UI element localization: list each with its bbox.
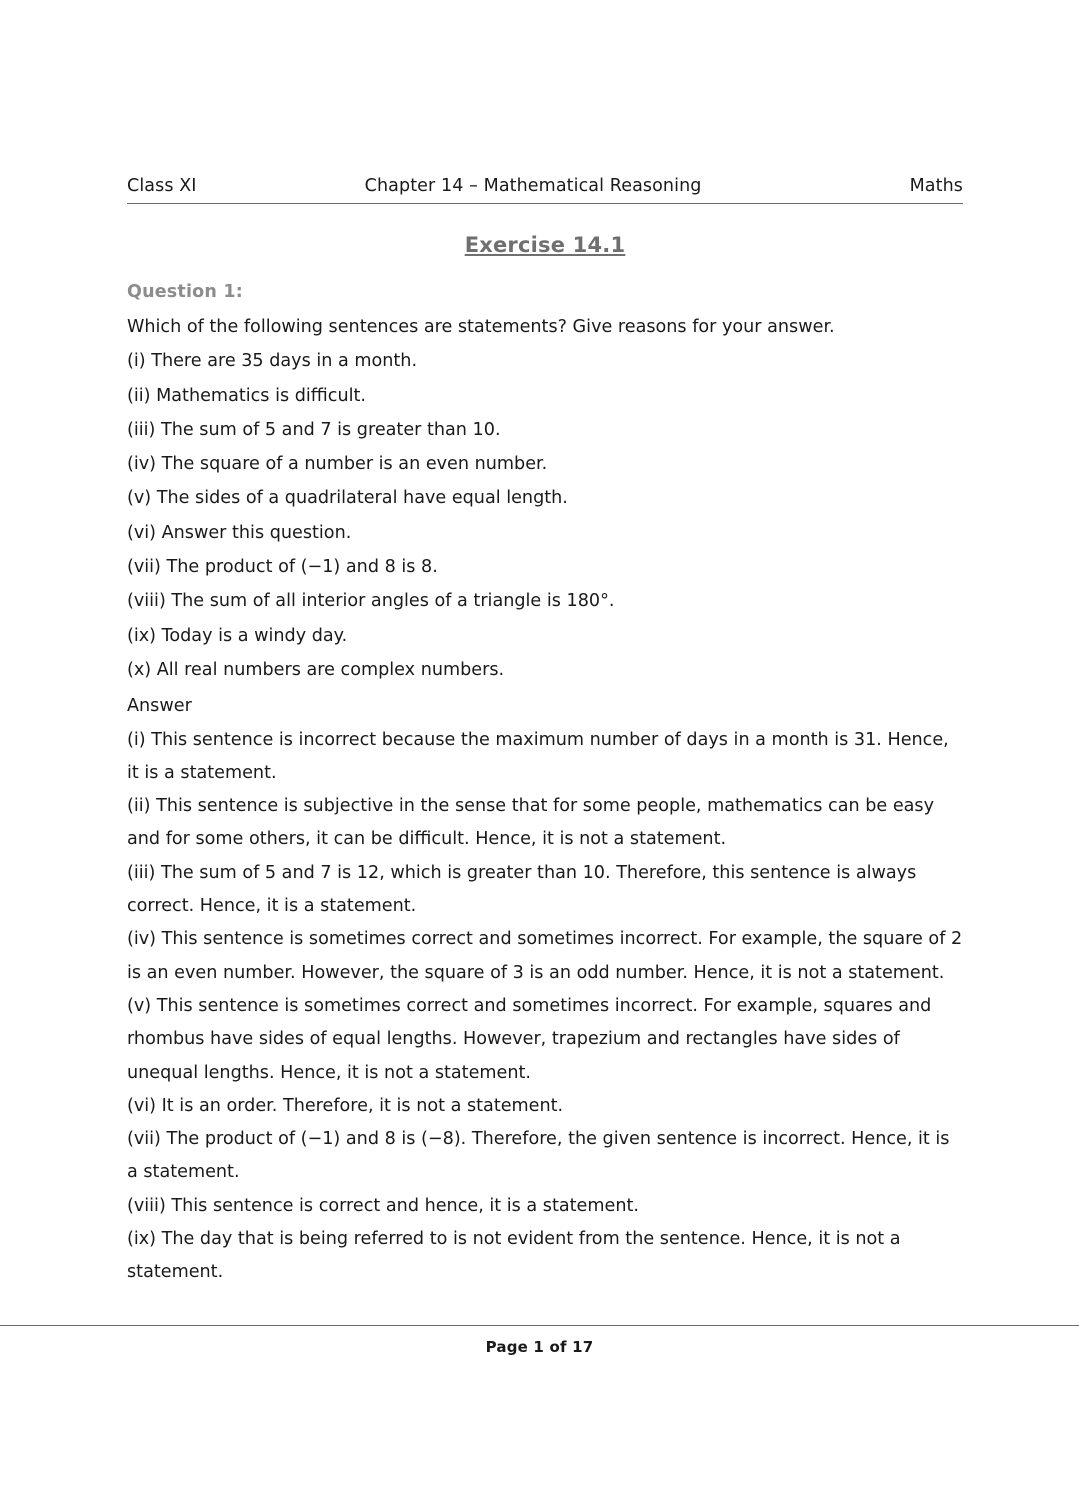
page-content (127, 176, 963, 1290)
answer-paragraph: (iv) This sentence is sometimes correct and sometimes incorrect. For example, the square of 2 is an even number. However, the square of 3 is an odd number. Hence, it is not a statement. (127, 929, 963, 983)
question-item: (v) The sides of a quadrilateral have equal length. (127, 488, 568, 509)
question-item: (vii) The product of (−1) and 8 is 8. (127, 557, 438, 578)
answer-paragraph: (viii) This sentence is correct and hence, it is a statement. (127, 1195, 639, 1216)
question-item: (iv) The square of a number is an even number. (127, 454, 548, 475)
exercise-title: Exercise 14.1 (464, 233, 626, 257)
header-class-label: Class XI (127, 176, 197, 196)
page-number: Page 1 of 17 (485, 1338, 594, 1356)
question-item: (iii) The sum of 5 and 7 is greater than 10. (127, 419, 501, 440)
answer-paragraph: (v) This sentence is sometimes correct and sometimes incorrect. For example, squares and rhombus have sides of equal lengths. However, trapezium and rectangles have sides of unequal lengths. Hence, it is not a statement. (127, 995, 932, 1083)
question-item: (i) There are 35 days in a month. (127, 351, 418, 372)
question-item: (x) All real numbers are complex numbers. (127, 659, 505, 680)
running-footer (0, 1325, 1079, 1356)
header-subject-label: Maths (909, 176, 963, 196)
answer-paragraph: (vii) The product of (−1) and 8 is (−8). Therefore, the given sentence is incorrect. Hence, it is a statement. (127, 1129, 950, 1183)
running-header (127, 176, 963, 204)
answer-paragraph: (vi) It is an order. Therefore, it is not a statement. (127, 1095, 564, 1116)
question-item: (ix) Today is a windy day. (127, 625, 348, 646)
question-item: (ii) Mathematics is difficult. (127, 385, 366, 406)
answer-paragraph: (iii) The sum of 5 and 7 is 12, which is greater than 10. Therefore, this sentence is always correct. Hence, it is a statement. (127, 862, 917, 917)
answer-paragraph: (ix) The day that is being referred to is not evident from the sentence. Hence, it is not a statement. (127, 1229, 901, 1283)
question-prompt: Which of the following sentences are statements? Give reasons for your answer. (127, 317, 835, 337)
question-item: (viii) The sum of all interior angles of a triangle is 180°. (127, 591, 615, 612)
answer-paragraph: (ii) This sentence is subjective in the sense that for some people, mathematics can be easy and for some others, it can be difficult. Hence, it is not a statement. (127, 796, 935, 850)
question-label: Question 1: (127, 282, 243, 302)
answer-label: Answer (127, 696, 192, 717)
header-chapter-title: Chapter 14 – Mathematical Reasoning (364, 176, 702, 196)
question-item: (vi) Answer this question. (127, 522, 352, 543)
answer-paragraph: (i) This sentence is incorrect because the maximum number of days in a month is 31. Hence, it is a statement. (127, 729, 949, 783)
